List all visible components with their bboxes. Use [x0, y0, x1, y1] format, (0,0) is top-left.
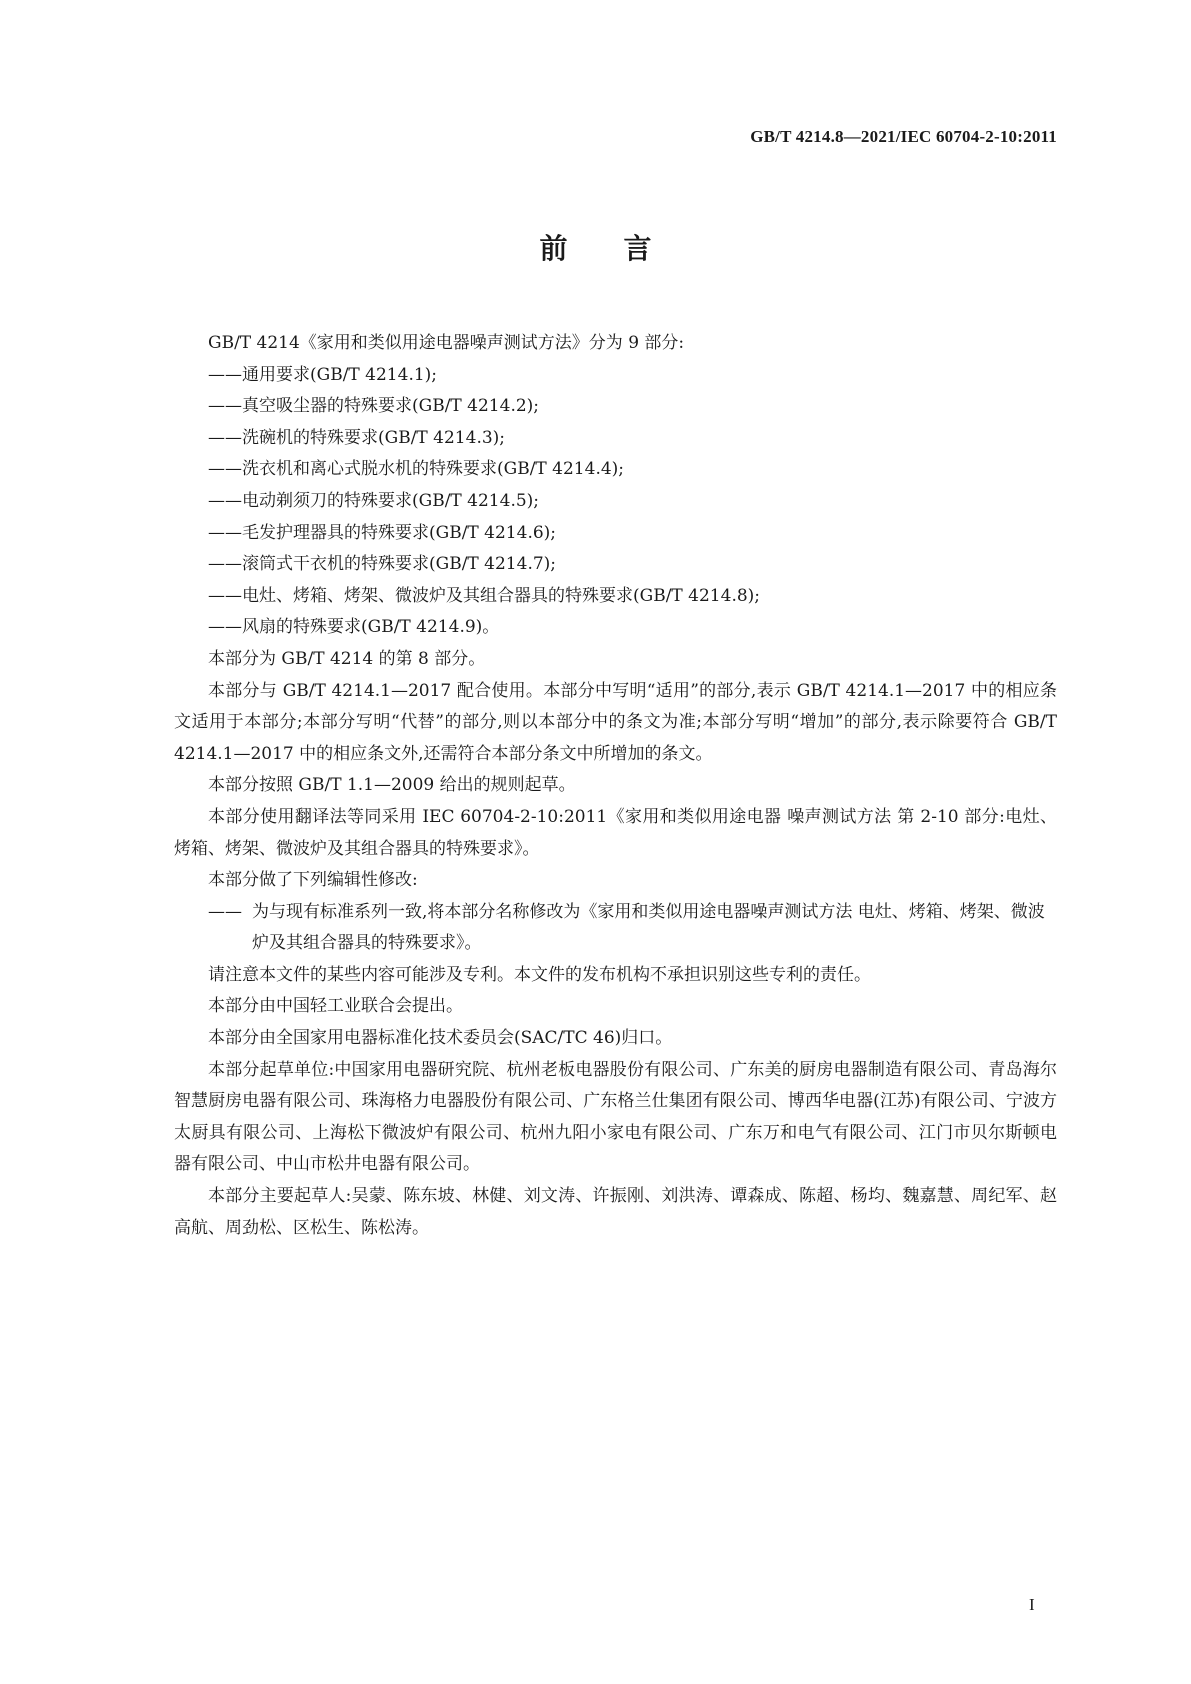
part-list-item: ——洗碗机的特殊要求(GB/T 4214.3); — [208, 427, 506, 448]
title-char-1: 前 — [539, 232, 568, 265]
foreword-body — [174, 328, 1057, 1244]
part-list-item: ——洗衣机和离心式脱水机的特殊要求(GB/T 4214.4); — [208, 459, 625, 480]
standard-number-header: GB/T 4214.8—2021/IEC 60704-2-10:2011 — [750, 127, 1057, 146]
part-list-item: ——真空吸尘器的特殊要求(GB/T 4214.2); — [208, 396, 540, 417]
page-number: I — [1029, 1595, 1035, 1614]
page-title — [0, 227, 1191, 267]
paragraph-proposer: 本部分由中国轻工业联合会提出。 — [208, 996, 463, 1017]
paragraph-drafting-rules: 本部分按照 GB/T 1.1—2009 给出的规则起草。 — [208, 775, 576, 796]
paragraph-part-number: 本部分为 GB/T 4214 的第 8 部分。 — [208, 648, 486, 669]
dash-mark: —— — [208, 901, 242, 922]
part-list-item: ——通用要求(GB/T 4214.1); — [208, 364, 438, 385]
part-list-item: ——滚筒式干衣机的特殊要求(GB/T 4214.7); — [208, 554, 557, 575]
paragraph-committee: 本部分由全国家用电器标准化技术委员会(SAC/TC 46)归口。 — [208, 1028, 673, 1049]
paragraph-patent-notice: 请注意本文件的某些内容可能涉及专利。本文件的发布机构不承担识别这些专利的责任。 — [208, 964, 871, 985]
paragraph-drafters: 本部分主要起草人:吴蒙、陈东坡、林健、刘文涛、许振刚、刘洪涛、谭森成、陈超、杨均、魏嘉慧、周纪军、赵高航、周劲松、区松生、陈松涛。 — [174, 1186, 1057, 1238]
title-char-2: 言 — [623, 232, 652, 265]
paragraph-edits-intro: 本部分做了下列编辑性修改: — [208, 870, 418, 891]
paragraph-usage: 本部分与 GB/T 4214.1—2017 配合使用。本部分中写明“适用”的部分,表示 GB/T 4214.1—2017 中的相应条文适用于本部分;本部分写明“代替”的部分,则以本部分中的条文为准;本部分写明“增加”的部分,表示除要符合 GB/T 4214.1—2017 中的相应条文外,还需符合本部分条文中所增加的条文。 — [174, 680, 1057, 764]
part-list-item: ——电灶、烤箱、烤架、微波炉及其组合器具的特殊要求(GB/T 4214.8); — [208, 585, 761, 606]
edit-list-item — [174, 897, 1057, 960]
part-list-item: ——毛发护理器具的特殊要求(GB/T 4214.6); — [208, 522, 557, 543]
intro-paragraph: GB/T 4214《家用和类似用途电器噪声测试方法》分为 9 部分: — [208, 333, 685, 353]
part-list-item: ——风扇的特殊要求(GB/T 4214.9)。 — [208, 617, 500, 638]
edit-item-text: 为与现有标准系列一致,将本部分名称修改为《家用和类似用途电器噪声测试方法 电灶、烤箱、烤架、微波炉及其组合器具的特殊要求》。 — [252, 901, 1045, 954]
paragraph-adoption: 本部分使用翻译法等同采用 IEC 60704-2-10:2011《家用和类似用途电器 噪声测试方法 第 2-10 部分:电灶、烤箱、烤架、微波炉及其组合器具的特殊要求》。 — [174, 806, 1057, 859]
paragraph-drafting-units: 本部分起草单位:中国家用电器研究院、杭州老板电器股份有限公司、广东美的厨房电器制造有限公司、青岛海尔智慧厨房电器有限公司、珠海格力电器股份有限公司、广东格兰仕集团有限公司、博西华电器(江苏)有限公司、宁波方太厨具有限公司、上海松下微波炉有限公司、杭州九阳小家电有限公司、广东万和电气有限公司、江门市贝尔斯顿电器有限公司、中山市松井电器有限公司。 — [174, 1059, 1057, 1175]
part-list-item: ——电动剃须刀的特殊要求(GB/T 4214.5); — [208, 490, 540, 511]
